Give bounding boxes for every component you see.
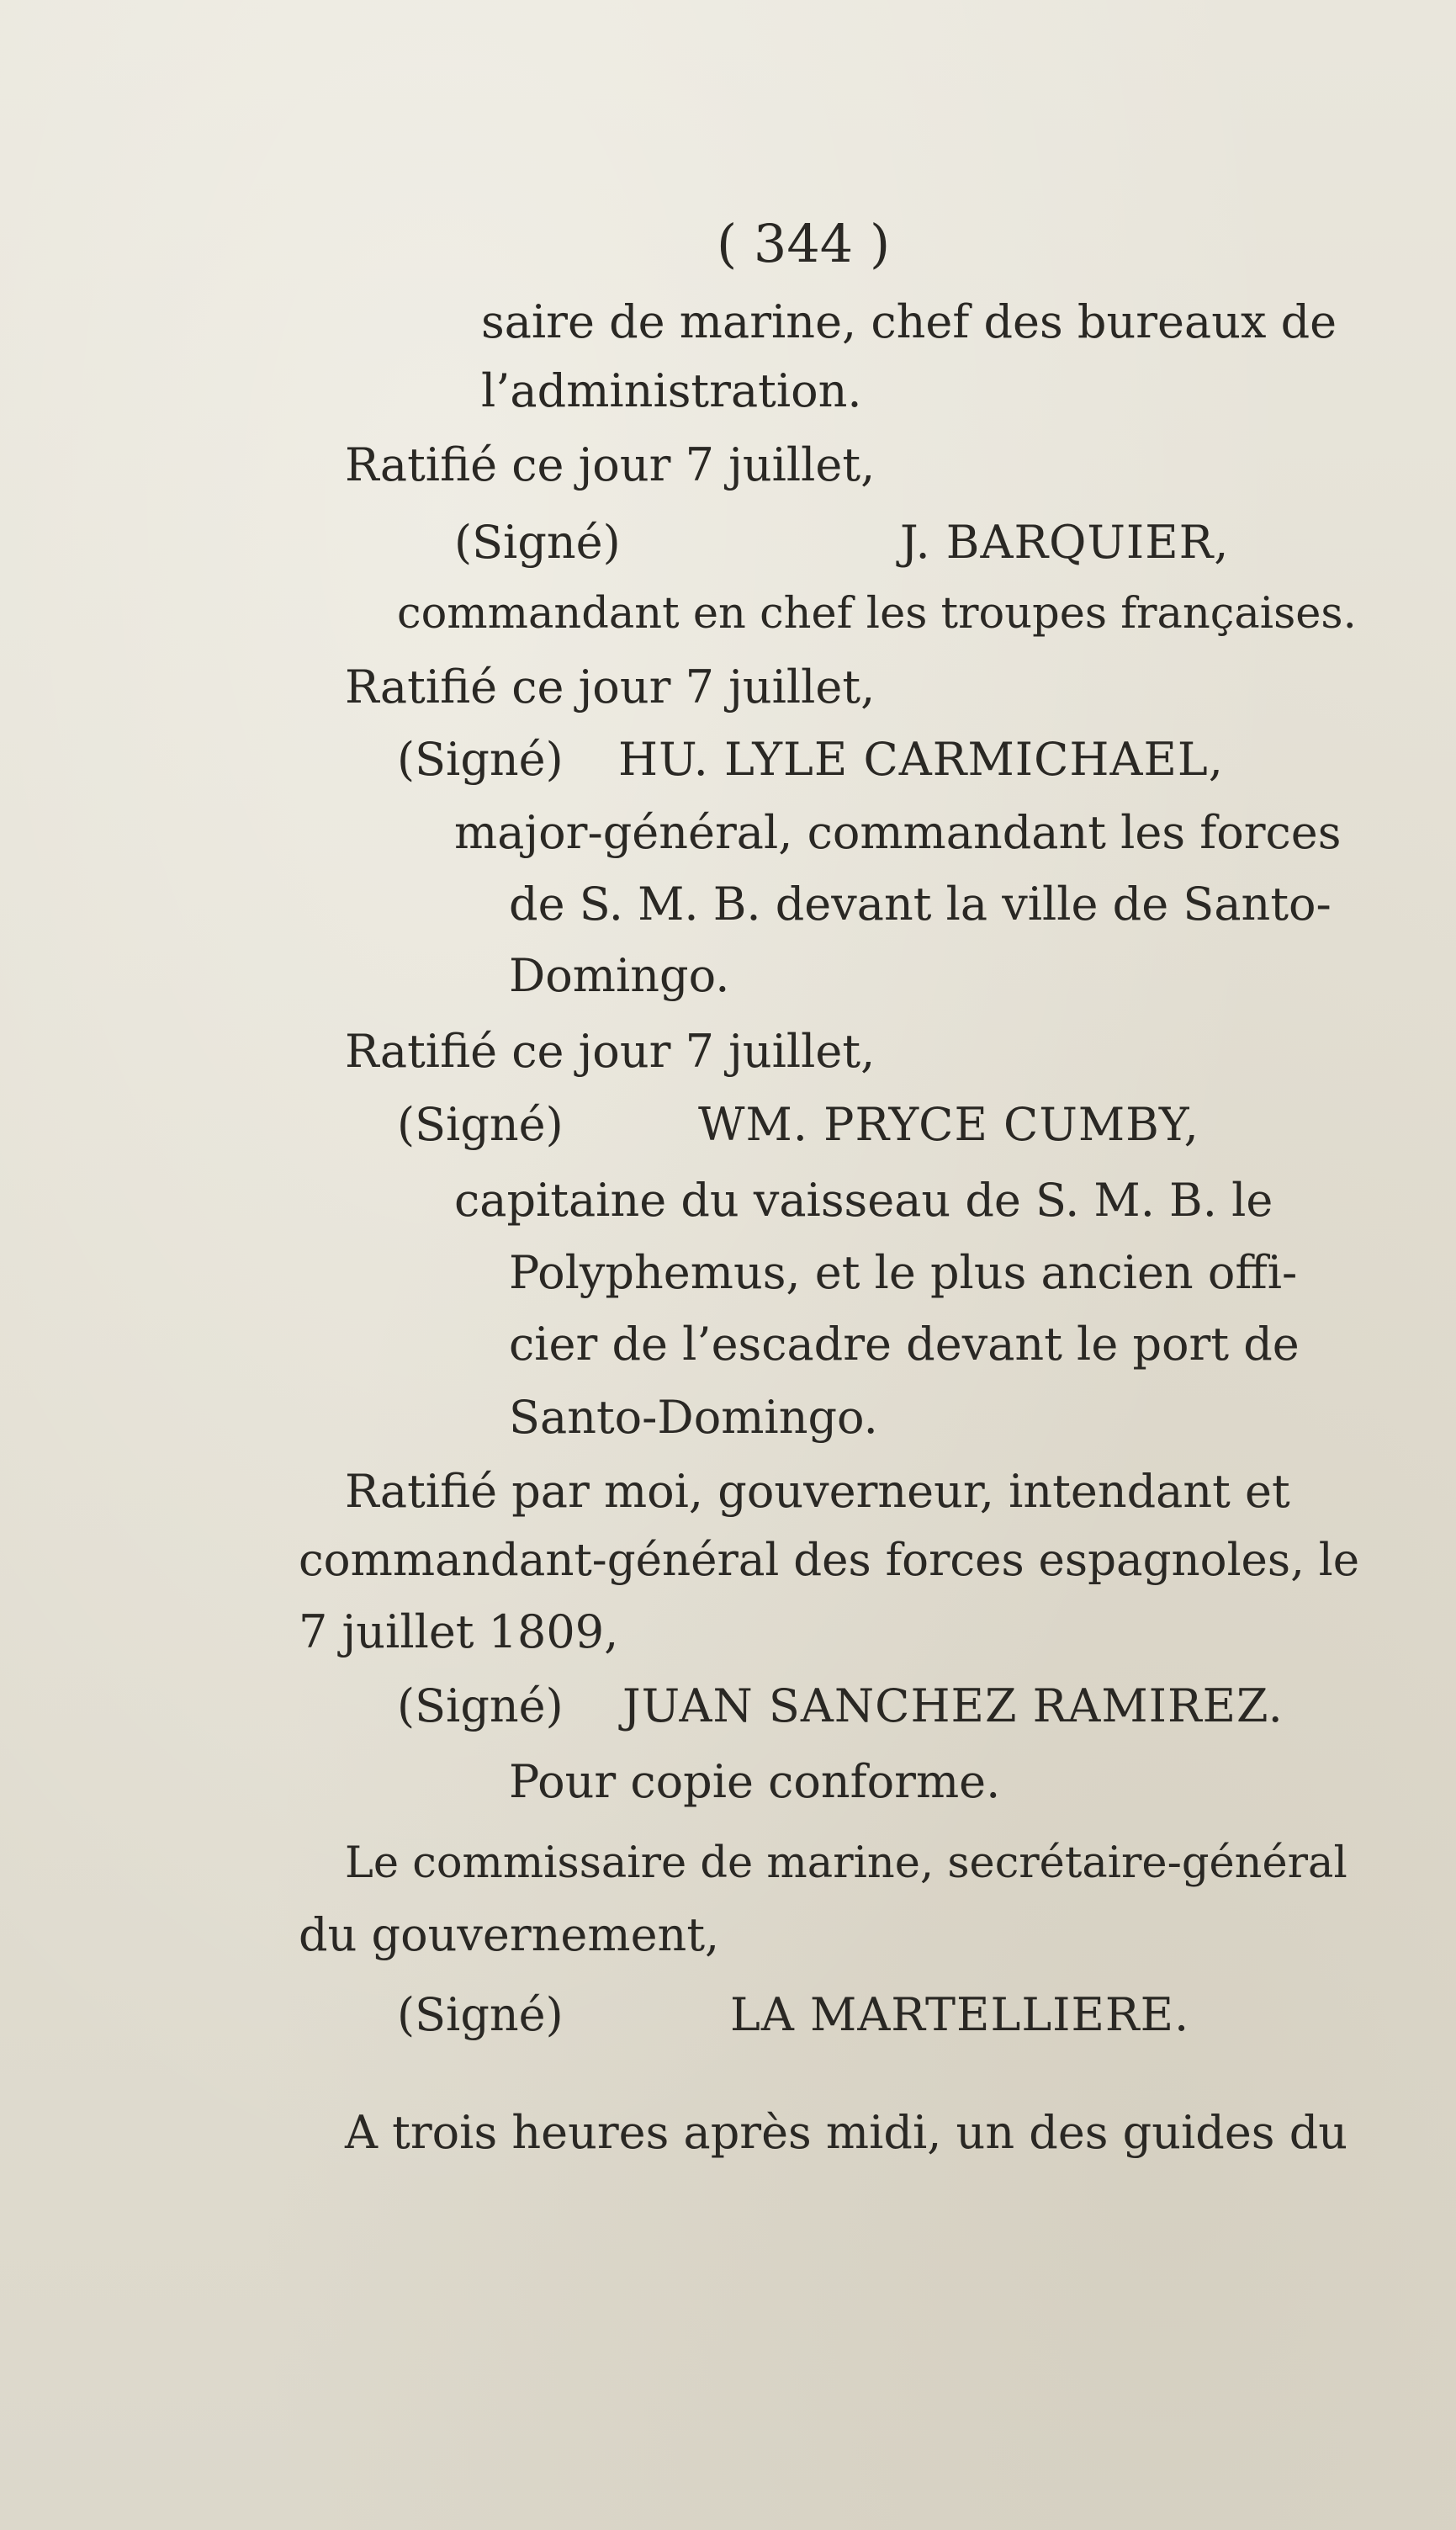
text-line: Ratifié par moi, gouverneur, intendant et	[345, 1465, 1290, 1518]
signatory-name: JUAN SANCHEZ RAMIREZ.	[622, 1679, 1284, 1732]
signe-label: (Signé)	[397, 1098, 564, 1151]
signe-label: (Signé)	[454, 516, 621, 569]
signe-label: (Signé)	[397, 733, 564, 786]
page-number: ( 344 )	[717, 213, 891, 274]
text-line: Santo-Domingo.	[509, 1391, 878, 1444]
text-line: Ratifié ce jour 7 juillet,	[345, 1025, 876, 1078]
text-line: du gouvernement,	[299, 1908, 720, 1961]
text-line: commandant en chef les troupes françaises.	[397, 589, 1357, 639]
text-line: capitaine du vaisseau de S. M. B. le	[454, 1174, 1273, 1227]
text-line: Polyphemus, et le plus ancien offi-	[509, 1246, 1298, 1299]
text-line: Ratifié ce jour 7 juillet,	[345, 660, 876, 713]
signatory-name: WM. PRYCE CUMBY,	[698, 1098, 1199, 1151]
signatory-name: HU. LYLE CARMICHAEL,	[618, 733, 1224, 786]
text-line: de S. M. B. devant la ville de Santo-	[509, 878, 1332, 931]
text-line: 7 juillet 1809,	[299, 1605, 619, 1658]
text-line: Pour copie conforme.	[509, 1755, 1001, 1808]
text-line: l’administration.	[481, 364, 862, 417]
text-line: Domingo.	[509, 949, 730, 1002]
signe-label: (Signé)	[397, 1679, 564, 1732]
text-line: saire de marine, chef des bureaux de	[481, 295, 1337, 348]
text-line: A trois heures après midi, un des guides du	[345, 2106, 1348, 2159]
signatory-name: J. BARQUIER,	[900, 516, 1230, 569]
text-line: major-général, commandant les forces	[454, 806, 1342, 859]
text-line: cier de l’escadre devant le port de	[509, 1318, 1300, 1371]
text-line: Ratifié ce jour 7 juillet,	[345, 438, 876, 491]
text-line: commandant-général des forces espagnoles, le	[299, 1535, 1360, 1586]
text-line: Le commissaire de marine, secrétaire-général	[345, 1838, 1347, 1888]
signatory-name: LA MARTELLIERE.	[730, 1988, 1190, 2041]
signe-label: (Signé)	[397, 1988, 564, 2041]
